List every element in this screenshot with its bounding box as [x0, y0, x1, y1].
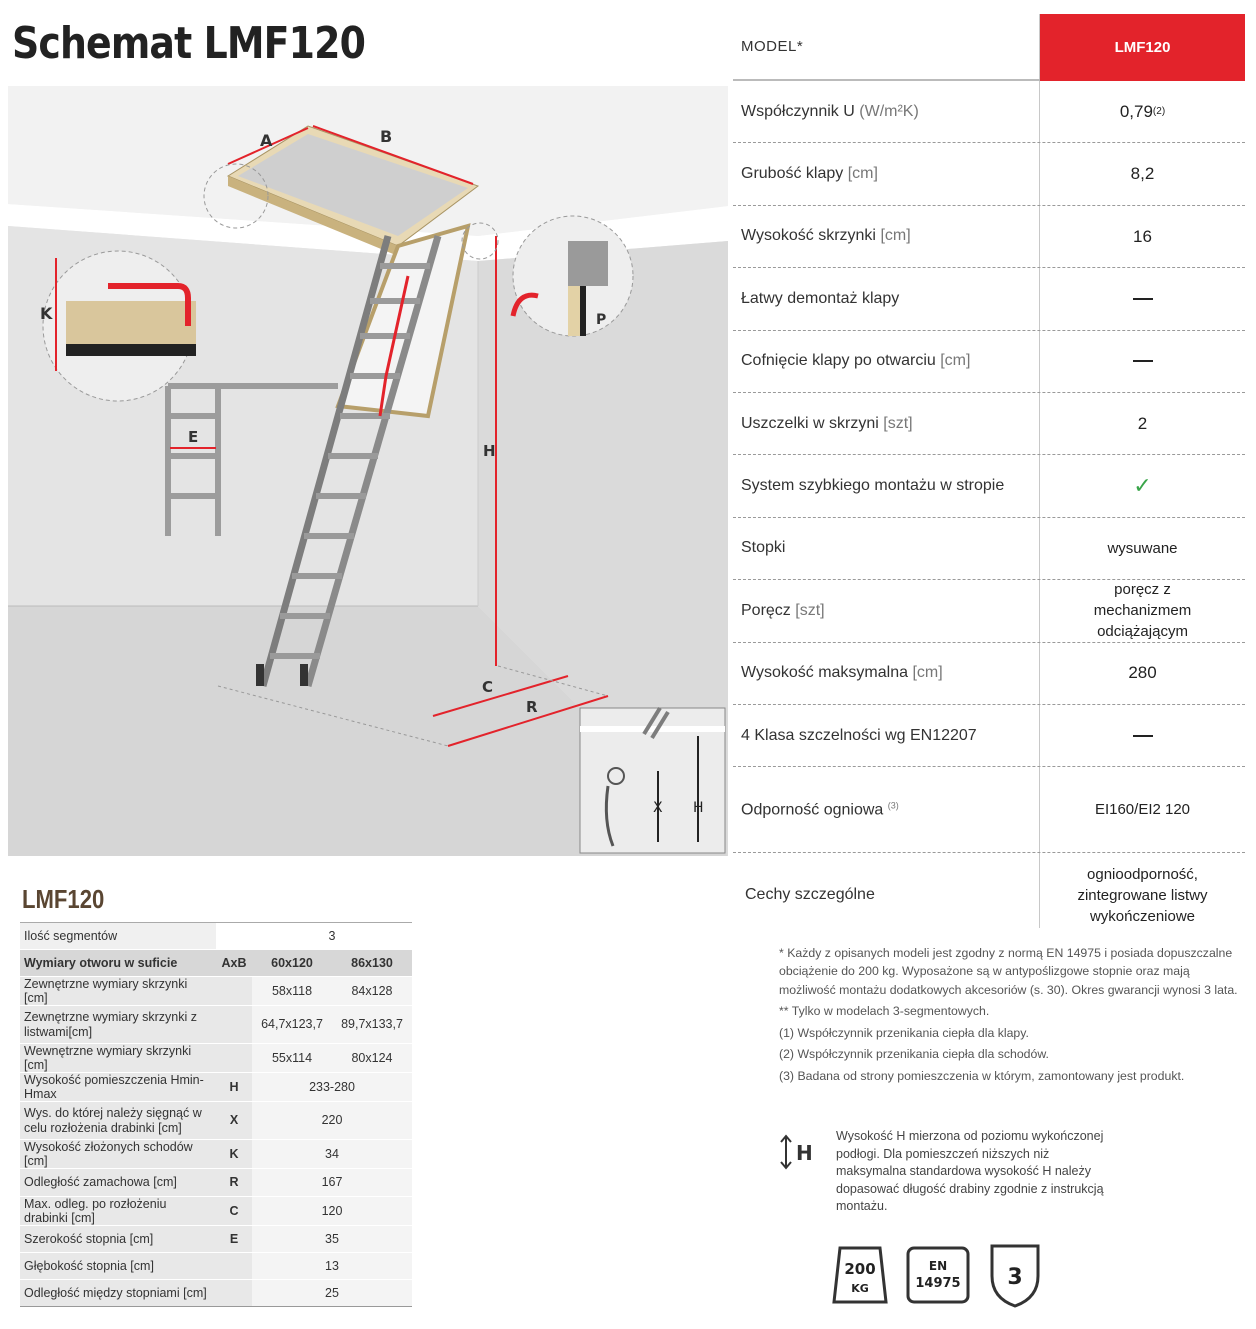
- table-cell: 220: [252, 1102, 412, 1140]
- spec-row: [733, 455, 1245, 517]
- table-cell: R: [216, 1169, 252, 1196]
- warranty-shield-icon: [992, 1246, 1038, 1306]
- row-value: EI160/EI2 120: [1094, 801, 1191, 819]
- row-value: 280: [1128, 663, 1157, 683]
- row-unit: [szt]: [883, 414, 913, 432]
- footnote: (1) Współczynnik przenikania ciepła dla klapy.: [779, 1025, 1029, 1040]
- norm-badge-icon: [908, 1248, 968, 1302]
- table-cell: 89,7x133,7: [332, 1006, 412, 1044]
- table-cell: Zewnętrzne wymiary skrzynki z listwami[cm]: [20, 1006, 216, 1044]
- label-p: P: [596, 312, 607, 328]
- row-value: [1040, 331, 1245, 392]
- table-cell: 167: [252, 1169, 412, 1196]
- row-label: Wysokość maksymalna: [741, 664, 909, 682]
- label-k: K: [40, 304, 53, 323]
- table-row: [20, 1073, 412, 1102]
- table-cell: [216, 977, 252, 1006]
- row-unit: [cm]: [880, 227, 911, 245]
- table-row: [20, 1006, 412, 1044]
- table-cell: Wys. do której należy sięgnąć w celu rozłożenia drabinki [cm]: [20, 1102, 216, 1140]
- dash-mark: [1133, 360, 1153, 362]
- row-label: Cofnięcie klapy po otwarciu: [741, 352, 936, 370]
- table-cell: Szerokość stopnia [cm]: [20, 1225, 216, 1252]
- spec-row: [733, 393, 1245, 455]
- row-value: poręcz z mechanizmem odciążającym: [1093, 581, 1192, 641]
- row-value: wysuwane: [1107, 539, 1178, 557]
- spec-header: [733, 14, 1245, 81]
- row-label: Grubość klapy: [741, 165, 844, 183]
- table-cell: [216, 1006, 252, 1044]
- table-cell: 35: [252, 1225, 412, 1252]
- row-value: [1040, 268, 1245, 329]
- dash-mark: [1133, 298, 1153, 300]
- model-header-label: MODEL*: [741, 38, 804, 55]
- spec-row: [733, 143, 1245, 205]
- row-label: Współczynnik U: [741, 102, 855, 120]
- table-cell: [216, 1279, 252, 1306]
- dims-title: LMF120: [22, 884, 105, 914]
- row-value: ognioodporność, zintegrowane listwy wykończeniowe: [1077, 865, 1208, 925]
- spec-row: [733, 518, 1245, 580]
- spec-row: [733, 767, 1245, 853]
- spec-row: [733, 580, 1245, 642]
- table-cell: 64,7x123,7: [252, 1006, 332, 1044]
- label-h-inset: H: [693, 800, 704, 816]
- label-e: E: [188, 428, 199, 446]
- row-label: Łatwy demontaż klapy: [741, 289, 900, 307]
- spec-row: [733, 268, 1245, 330]
- weight-value: 200: [844, 1260, 876, 1278]
- table-cell: 120: [252, 1196, 412, 1225]
- table-header-row: [20, 950, 412, 977]
- table-cell: C: [216, 1196, 252, 1225]
- table-row: [20, 1279, 412, 1306]
- label-r: R: [526, 698, 538, 716]
- model-name: LMF120: [1040, 14, 1245, 81]
- table-row: [20, 977, 412, 1006]
- label-h: H: [483, 442, 496, 460]
- table-row: [20, 1140, 412, 1169]
- row-label: Stopki: [741, 539, 786, 557]
- spec-row: [733, 331, 1245, 393]
- row-value: 0,79: [1119, 101, 1153, 121]
- spec-row: [733, 705, 1245, 767]
- table-cell: Wymiary otworu w suficie: [20, 950, 216, 977]
- table-row: [20, 1252, 412, 1279]
- row-label: Cechy szczególne: [745, 886, 875, 904]
- weight-unit: KG: [851, 1282, 869, 1295]
- table-cell: Wysokość pomieszczenia Hmin-Hmax: [20, 1073, 216, 1102]
- row-unit: (3): [887, 800, 899, 811]
- table-cell: 25: [252, 1279, 412, 1306]
- svg-text:H: H: [796, 1141, 813, 1165]
- table-cell: 55x114: [252, 1044, 332, 1073]
- table-cell: K: [216, 1140, 252, 1169]
- table-row: [20, 1044, 412, 1073]
- table-cell: Wewnętrzne wymiary skrzynki [cm]: [20, 1044, 216, 1073]
- table-row: [20, 1196, 412, 1225]
- table-cell: Odległość zamachowa [cm]: [20, 1169, 216, 1196]
- warranty-years: 3: [1007, 1265, 1023, 1290]
- height-note-text: Wysokość H mierzona od poziomu wykończonej podłogi. Dla pomieszczeń niższych niż maksymalna standardowa wysokość H należy dopasować długość drabiny zgodnie z instrukcją montażu.: [836, 1129, 1104, 1213]
- height-arrow-icon: [778, 1132, 818, 1172]
- stair-diagram: [8, 86, 728, 856]
- table-cell: E: [216, 1225, 252, 1252]
- table-cell: Wysokość złożonych schodów [cm]: [20, 1140, 216, 1169]
- table-cell: Odległość między stopniami [cm]: [20, 1279, 216, 1306]
- row-value: 8,2: [1130, 164, 1155, 184]
- row-label: Odporność ogniowa: [741, 801, 884, 819]
- page-title: Schemat LMF120: [12, 18, 366, 69]
- check-icon: ✓: [1133, 472, 1152, 498]
- table-cell: [216, 1252, 252, 1279]
- weight-badge-icon: [834, 1248, 886, 1302]
- label-c: C: [482, 678, 494, 696]
- table-cell: H: [216, 1073, 252, 1102]
- spec-row: [733, 206, 1245, 268]
- badges: [830, 1240, 1050, 1310]
- row-unit: (W/m²K): [859, 102, 919, 120]
- table-cell: 84x128: [332, 977, 412, 1006]
- dash-mark: [1133, 735, 1153, 737]
- norm-bottom: 14975: [915, 1276, 961, 1291]
- table-cell: 80x124: [332, 1044, 412, 1073]
- label-a: A: [260, 131, 273, 150]
- table-cell: 34: [252, 1140, 412, 1169]
- table-row: [20, 1102, 412, 1140]
- row-label: 4 Klasa szczelności wg EN12207: [741, 726, 977, 744]
- row-sup: (2): [1152, 105, 1166, 117]
- table-cell: Głębokość stopnia [cm]: [20, 1252, 216, 1279]
- table-cell: 3: [252, 923, 412, 950]
- spec-row: [733, 81, 1245, 143]
- row-unit: [cm]: [912, 664, 943, 682]
- table-row: [20, 1169, 412, 1196]
- table-row: [20, 1225, 412, 1252]
- spec-row: [733, 643, 1245, 705]
- row-value: [1040, 705, 1245, 766]
- row-label: Poręcz: [741, 601, 791, 619]
- row-value: 2: [1137, 413, 1148, 433]
- norm-top: EN: [928, 1259, 948, 1273]
- table-cell: Zewnętrzne wymiary skrzynki [cm]: [20, 977, 216, 1006]
- label-b: B: [380, 127, 393, 146]
- table-row: [20, 923, 412, 950]
- row-unit: [cm]: [940, 352, 971, 370]
- spec-table: [733, 14, 1245, 937]
- row-unit: [szt]: [795, 601, 825, 619]
- table-cell: Max. odleg. po rozłożeniu drabinki [cm]: [20, 1196, 216, 1225]
- table-cell: 60x120: [252, 950, 332, 977]
- table-cell: X: [216, 1102, 252, 1140]
- footnote: ** Tylko w modelach 3-segmentowych.: [779, 1004, 990, 1019]
- row-label: Wysokość skrzynki: [741, 227, 876, 245]
- table-cell: 13: [252, 1252, 412, 1279]
- spec-row: [733, 853, 1245, 937]
- table-cell: 58x118: [252, 977, 332, 1006]
- table-cell: AxB: [216, 950, 252, 977]
- table-cell: Ilość segmentów: [20, 923, 216, 950]
- row-label: System szybkiego montażu w stropie: [741, 477, 1005, 495]
- table-cell: 86x130: [332, 950, 412, 977]
- footnotes: [779, 944, 1249, 1088]
- footnote: * Każdy z opisanych modeli jest zgodny z normą EN 14975 i posiada dopuszczalne obciążenie do 200 kg. Wyposażone są w antypoślizgowe stopnie oraz mają możliwość montażu dodatkowych akcesoriów (s. 30). Okres gwarancji wynosi 3 lata.: [779, 946, 1238, 997]
- dims-table: [20, 922, 412, 1307]
- table-cell: [216, 1044, 252, 1073]
- row-value: 16: [1133, 226, 1152, 246]
- table-cell: 233-280: [252, 1073, 412, 1102]
- row-label: Uszczelki w skrzyni: [741, 414, 879, 432]
- row-unit: [cm]: [847, 165, 878, 183]
- footnote: (3) Badana od strony pomieszczenia w którym, zamontowany jest produkt.: [779, 1068, 1185, 1083]
- footnote: (2) Współczynnik przenikania ciepła dla schodów.: [779, 1047, 1049, 1062]
- label-x: X: [653, 800, 663, 816]
